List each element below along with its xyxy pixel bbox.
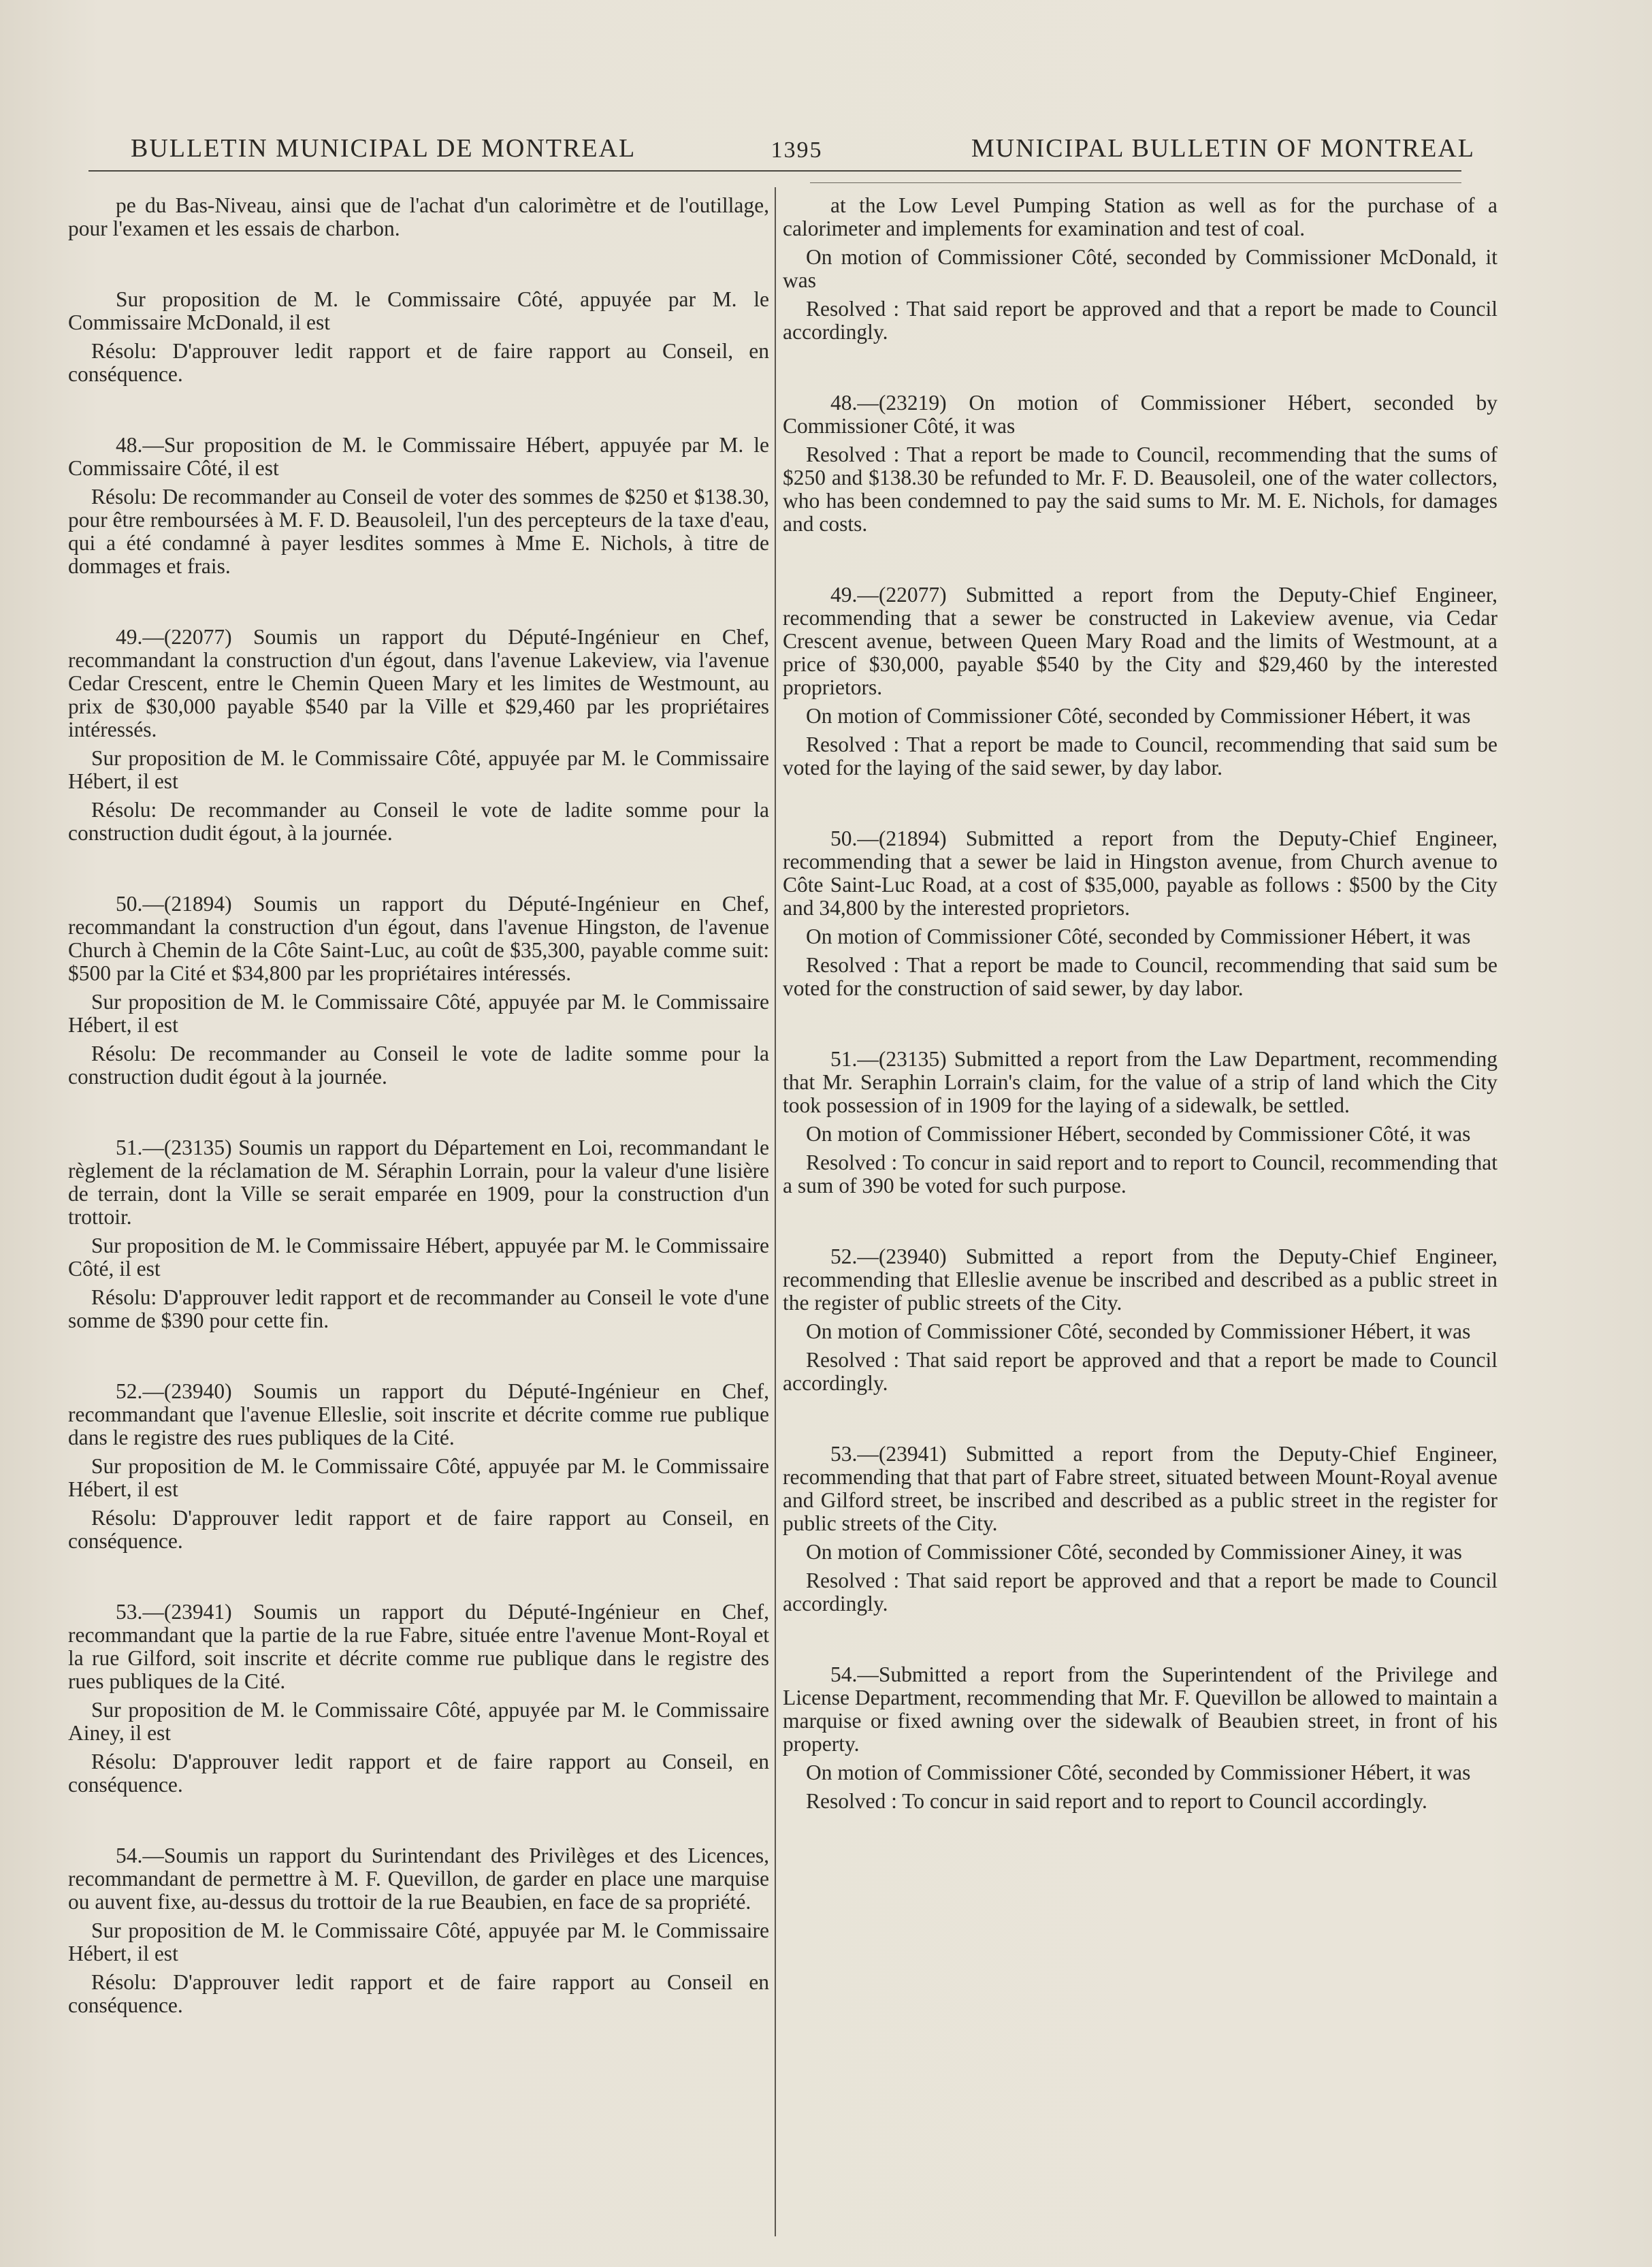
english-paragraph: 54.—Submitted a report from the Superintendent of the Privilege and License Department, recommending that Mr. F. Quevillon be allowed to maintain a marquise or fixed awning over the sidewalk of Beaubien street, in front of his property. — [783, 1662, 1497, 1756]
page-number: 1395 — [771, 138, 823, 163]
french-paragraph: Sur proposition de M. le Commissaire Côté, appuyée par M. le Commissaire Hébert, il est — [68, 990, 769, 1037]
english-paragraph: On motion of Commissioner Côté, seconded by Commissioner Ainey, it was — [806, 1540, 1462, 1564]
english-paragraph: 51.—(23135) Submitted a report from the Law Department, recommending that Mr. Seraphin Lorrain's claim, for the value of a strip of land which the City took possession of in 1909 for the laying of a sidewalk, be settled. — [783, 1047, 1497, 1117]
english-paragraph: Resolved : That said report be approved and that a report be made to Council accordingly. — [783, 1569, 1497, 1615]
french-paragraph: 50.—(21894) Soumis un rapport du Député-Ingénieur en Chef, recommandant la construction d'un égout, dans l'avenue Hingston, de l'avenue Church à Chemin de la Côte Saint-Luc, au coût de $35,300, payable comme suit: $500 par la Cité et $34,800 par les propriétaires intéressés. — [68, 892, 769, 985]
french-paragraph: pe du Bas-Niveau, ainsi que de l'achat d'un calorimètre et de l'outillage, pour l'examen et les essais de charbon. — [68, 193, 769, 240]
english-paragraph: Resolved : That said report be approved and that a report be made to Council accordingly. — [783, 297, 1497, 344]
english-paragraph: On motion of Commissioner Côté, seconded by Commissioner Hébert, it was — [806, 1760, 1471, 1784]
french-paragraph: Sur proposition de M. le Commissaire Côté, appuyée par M. le Commissaire Hébert, il est — [68, 1918, 769, 1965]
header-rule-secondary — [810, 182, 1461, 183]
french-paragraph: 54.—Soumis un rapport du Surintendant des Privilèges et des Licences, recommandant de permettre à M. F. Quevillon, de garder en place une marquise ou auvent fixe, au-dessus du trottoir de la rue Beaubien, en face de sa propriété. — [68, 1844, 769, 1914]
english-paragraph: Resolved : That a report be made to Council, recommending that said sum be voted for the laying of the said sewer, by day labor. — [783, 733, 1497, 779]
french-paragraph: Résolu: D'approuver ledit rapport et de faire rapport au Conseil, en conséquence. — [68, 1750, 769, 1797]
english-paragraph: Resolved : To concur in said report and to report to Council, recommending that a sum of 390 be voted for such purpose. — [783, 1151, 1497, 1197]
english-item — [783, 1048, 1497, 1197]
french-paragraph: Sur proposition de M. le Commissaire Côté, appuyée par M. le Commissaire Ainey, il est — [68, 1698, 769, 1745]
english-paragraph: Resolved : To concur in said report and to report to Council accordingly. — [806, 1789, 1427, 1813]
english-column — [783, 194, 1497, 1861]
french-paragraph: 49.—(22077) Soumis un rapport du Député-Ingénieur en Chef, recommandant la construction d'un égout, dans l'avenue Lakeview, via l'avenue Cedar Crescent, entre le Chemin Queen Mary et les limites de Westmount, au prix de $30,000 payable $540 par la Ville et $29,460 par les propriétaires intéressés. — [68, 625, 769, 741]
english-paragraph: Resolved : That a report be made to Council, recommending that the sums of $250 and $138.30 be refunded to Mr. F. D. Beausoleil, one of the water collectors, who has been condemned to pay the said sums to Mr. M. E. Nichols, for damages and costs. — [783, 443, 1497, 536]
french-paragraph: Sur proposition de M. le Commissaire Côté, appuyée par M. le Commissaire Hébert, il est — [68, 746, 769, 793]
french-item — [68, 626, 769, 845]
french-paragraph: 48.—Sur proposition de M. le Commissaire Hébert, appuyée par M. le Commissaire Côté, il est — [68, 433, 769, 480]
french-paragraph: Résolu: D'approuver ledit rapport et de faire rapport au Conseil en conséquence. — [68, 1970, 769, 2017]
french-item — [68, 1844, 769, 2017]
french-item — [68, 893, 769, 1089]
french-paragraph: 53.—(23941) Soumis un rapport du Député-Ingénieur en Chef, recommandant que la partie de la rue Fabre, située entre l'avenue Mont-Royal et la rue Gilford, soit inscrite et décrite comme rue publique dans le registre des rues publiques de la Cité. — [68, 1600, 769, 1693]
french-item — [68, 1136, 769, 1332]
french-paragraph: Résolu: De recommander au Conseil de voter des sommes de $250 et $138.30, pour être remboursées à M. F. D. Beausoleil, l'un des percepteurs de la taxe d'eau, qui a été condamné à payer lesdites sommes à Mme E. Nichols, à titre de dommages et frais. — [68, 485, 769, 578]
english-item — [783, 827, 1497, 1000]
english-paragraph: Resolved : That a report be made to Council, recommending that said sum be voted for the construction of said sewer, by day labor. — [783, 953, 1497, 1000]
french-paragraph: Résolu: De recommander au Conseil le vote de ladite somme pour la construction dudit égout, à la journée. — [68, 798, 769, 845]
french-paragraph: Sur proposition de M. le Commissaire Côté, appuyée par M. le Commissaire Hébert, il est — [68, 1454, 769, 1501]
english-item — [783, 1663, 1497, 1813]
column-divider — [775, 187, 776, 2236]
french-column — [68, 194, 769, 2065]
header-rule — [88, 170, 1461, 172]
french-paragraph: Résolu: D'approuver ledit rapport et de recommander au Conseil le vote d'une somme de $390 pour cette fin. — [68, 1285, 769, 1332]
french-item — [68, 288, 769, 386]
english-item — [783, 194, 1497, 344]
english-item — [783, 1245, 1497, 1395]
english-item — [783, 391, 1497, 536]
english-item — [783, 583, 1497, 779]
french-paragraph: 51.—(23135) Soumis un rapport du Département en Loi, recommandant le règlement de la réclamation de M. Séraphin Lorrain, pour la valeur d'une lisière de terrain, dont la Ville se serait emparée en 1909, pour la construction d'un trottoir. — [68, 1136, 769, 1229]
header-title-french: BULLETIN MUNICIPAL DE MONTREAL — [131, 134, 636, 163]
english-paragraph: On motion of Commissioner Côté, seconded by Commissioner Hébert, it was — [806, 925, 1471, 948]
french-paragraph: Résolu: De recommander au Conseil le vote de ladite somme pour la construction dudit égout à la journée. — [68, 1042, 769, 1089]
english-paragraph: On motion of Commissioner Côté, seconded by Commissioner McDonald, it was — [783, 245, 1497, 292]
english-paragraph: 49.—(22077) Submitted a report from the Deputy-Chief Engineer, recommending that a sewer be constructed in Lakeview avenue, via Cedar Crescent avenue, between Queen Mary Road and the limits of Westmount, at a price of $30,000, payable $540 by the City and $29,460 by the interested proprietors. — [783, 583, 1497, 699]
english-paragraph: On motion of Commissioner Côté, seconded by Commissioner Hébert, it was — [806, 1319, 1471, 1343]
english-paragraph: 52.—(23940) Submitted a report from the Deputy-Chief Engineer, recommending that Elleslie avenue be inscribed and described as a public street in the register of public streets of the City. — [783, 1244, 1497, 1315]
french-paragraph: 52.—(23940) Soumis un rapport du Député-Ingénieur en Chef, recommandant que l'avenue Elleslie, soit inscrite et décrite comme rue publique dans le registre des rues publiques de la Cité. — [68, 1379, 769, 1449]
french-paragraph: Sur proposition de M. le Commissaire Côté, appuyée par M. le Commissaire McDonald, il est — [68, 287, 769, 334]
french-item — [68, 1380, 769, 1553]
english-item — [783, 1443, 1497, 1615]
french-item — [68, 194, 769, 240]
french-item — [68, 434, 769, 578]
english-paragraph: On motion of Commissioner Côté, seconded by Commissioner Hébert, it was — [806, 704, 1471, 728]
french-paragraph: Résolu: D'approuver ledit rapport et de faire rapport au Conseil, en conséquence. — [68, 1506, 769, 1553]
english-paragraph: Resolved : That said report be approved and that a report be made to Council accordingly. — [783, 1348, 1497, 1395]
french-paragraph: Résolu: D'approuver ledit rapport et de faire rapport au Conseil, en conséquence. — [68, 339, 769, 386]
english-paragraph: 48.—(23219) On motion of Commissioner Hébert, seconded by Commissioner Côté, it was — [783, 391, 1497, 438]
french-item — [68, 1601, 769, 1797]
header-title-english: MUNICIPAL BULLETIN OF MONTREAL — [971, 134, 1475, 163]
english-paragraph: On motion of Commissioner Hébert, seconded by Commissioner Côté, it was — [806, 1122, 1471, 1146]
english-paragraph: 53.—(23941) Submitted a report from the Deputy-Chief Engineer, recommending that that part of Fabre street, situated between Mount-Royal avenue and Gilford street, be inscribed and described as a public street in the register for public streets of the City. — [783, 1442, 1497, 1535]
french-paragraph: Sur proposition de M. le Commissaire Hébert, appuyée par M. le Commissaire Côté, il est — [68, 1234, 769, 1281]
english-paragraph: 50.—(21894) Submitted a report from the Deputy-Chief Engineer, recommending that a sewer be laid in Hingston avenue, from Church avenue to Côte Saint-Luc Road, at a cost of $35,000, payable as follows : $500 by the City and 34,800 by the interested proprietors. — [783, 826, 1497, 920]
english-paragraph: at the Low Level Pumping Station as well as for the purchase of a calorimeter and implements for examination and test of coal. — [783, 193, 1497, 240]
page-header — [88, 109, 1475, 163]
